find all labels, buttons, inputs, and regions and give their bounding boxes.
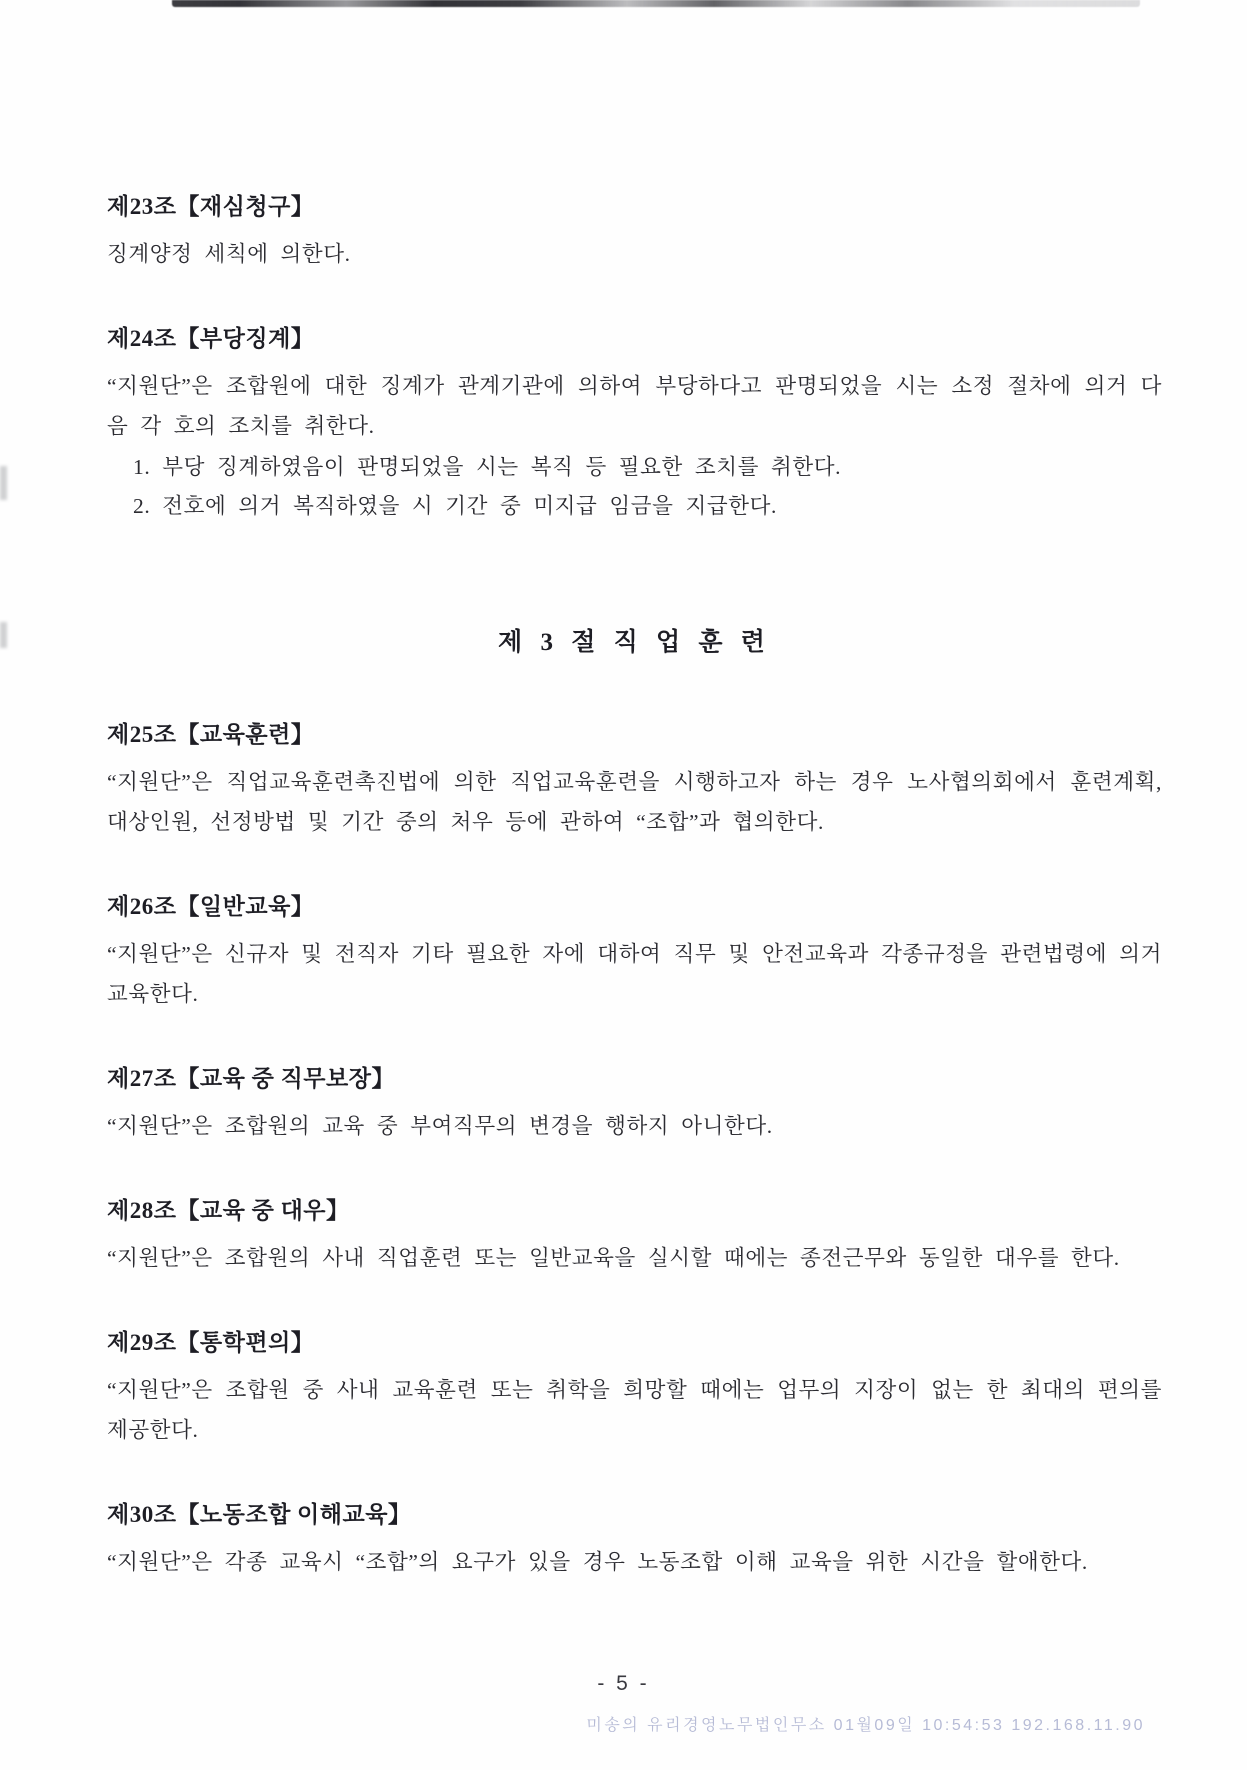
article-29-title: 제29조【통학편의】 — [107, 1330, 315, 1355]
scan-artifact-left-2 — [0, 622, 7, 648]
article-28 — [107, 1192, 1162, 1278]
scan-artifact-top — [172, 0, 1140, 7]
article-24 — [107, 320, 1162, 526]
article-30 — [107, 1496, 1162, 1582]
article-30-title: 제30조【노동조합 이해교육】 — [107, 1502, 412, 1527]
article-26-body: “지원단”은 신규자 및 전직자 기타 필요한 자에 대하여 직무 및 안전교육과 각종규정을 관련법령에 의거 교육한다. — [107, 942, 1162, 1006]
article-23-title: 제23조【재심청구】 — [107, 194, 315, 219]
article-28-title: 제28조【교육 중 대우】 — [107, 1198, 350, 1223]
footer-fax-stamp: 미송의 유리경영노무법인무소 01월09일 10:54:53 192.168.11.90 — [586, 1717, 1145, 1734]
section-3-heading: 제 3 절 직 업 훈 련 — [498, 629, 771, 656]
article-24-items — [107, 448, 1162, 526]
article-28-body: “지원단”은 조합원의 사내 직업훈련 또는 일반교육을 실시할 때에는 종전근무와 동일한 대우를 한다. — [107, 1246, 1120, 1270]
article-26 — [107, 888, 1162, 1014]
article-27-title: 제27조【교육 중 직무보장】 — [107, 1066, 395, 1091]
article-27-body: “지원단”은 조합원의 교육 중 부여직무의 변경을 행하지 아니한다. — [107, 1114, 773, 1138]
article-24-body: “지원단”은 조합원에 대한 징계가 관계기관에 의하여 부당하다고 판명되었을 시는 소정 절차에 의거 다음 각 호의 조치를 취한다. — [107, 374, 1162, 438]
document-content — [107, 188, 1162, 1628]
article-23-body: 징계양정 세칙에 의한다. — [107, 242, 351, 266]
article-23 — [107, 188, 1162, 274]
article-25 — [107, 716, 1162, 842]
article-24-item-1: 1. 부당 징계하였음이 판명되었을 시는 복직 등 필요한 조치를 취한다. — [133, 455, 842, 479]
page-number: - 5 - — [597, 1672, 650, 1695]
article-26-title: 제26조【일반교육】 — [107, 894, 315, 919]
scan-artifact-left-1 — [0, 466, 7, 500]
article-27 — [107, 1060, 1162, 1146]
article-29-body: “지원단”은 조합원 중 사내 교육훈련 또는 취학을 희망할 때에는 업무의 지장이 없는 한 최대의 편의를 제공한다. — [107, 1378, 1162, 1442]
article-25-title: 제25조【교육훈련】 — [107, 722, 315, 747]
article-24-item-2: 2. 전호에 의거 복직하였을 시 기간 중 미지급 임금을 지급한다. — [133, 494, 777, 518]
article-24-title: 제24조【부당징계】 — [107, 326, 315, 351]
article-29 — [107, 1324, 1162, 1450]
article-30-body: “지원단”은 각종 교육시 “조합”의 요구가 있을 경우 노동조합 이해 교육을 위한 시간을 할애한다. — [107, 1550, 1088, 1574]
article-25-body: “지원단”은 직업교육훈련촉진법에 의한 직업교육훈련을 시행하고자 하는 경우 노사협의회에서 훈련계획, 대상인원, 선정방법 및 기간 중의 처우 등에 관하여 “조합”과 협의한다. — [107, 770, 1162, 834]
